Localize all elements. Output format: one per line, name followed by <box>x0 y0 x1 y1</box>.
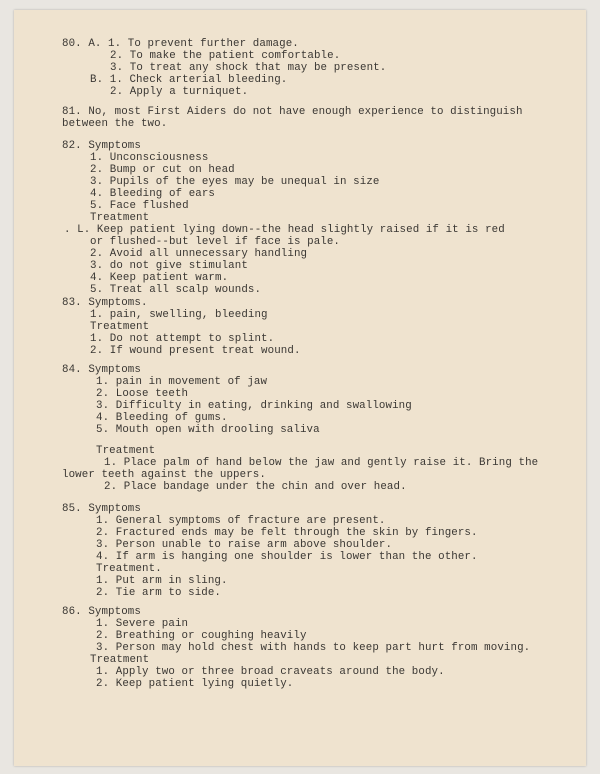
q85-symptom-1: 1. General symptoms of fracture are present. <box>96 515 386 527</box>
q83-heading: 83. Symptoms. <box>62 297 148 309</box>
q81-line1: 81. No, most First Aiders do not have enough experience to distinguish <box>62 106 523 118</box>
q80-a2: 2. To make the patient comfortable. <box>110 50 341 62</box>
q85-heading: 85. Symptoms <box>62 503 141 515</box>
q85-symptom-3: 3. Person unable to raise arm above shoulder. <box>96 539 393 551</box>
q85-symptom-4: 4. If arm is hanging one shoulder is lower than the other. <box>96 551 478 563</box>
q82-symptom-4: 4. Bleeding of ears <box>90 188 216 200</box>
q84-treatment-label: Treatment <box>96 445 156 457</box>
q86-treatment-label: Treatment <box>90 654 150 666</box>
q82-treatment-1b: or flushed--but level if face is pale. <box>90 236 341 248</box>
q84-symptom-2: 2. Loose teeth <box>96 388 189 400</box>
q82-treatment-4: 4. Keep patient warm. <box>90 272 229 284</box>
q84-treatment-1a: 1. Place palm of hand below the jaw and gently raise it. Bring the <box>104 457 539 469</box>
q81-line2: between the two. <box>62 118 168 130</box>
q82-treatment-2: 2. Avoid all unnecessary handling <box>90 248 308 260</box>
q86-symptom-2: 2. Breathing or coughing heavily <box>96 630 307 642</box>
q85-treatment-1: 1. Put arm in sling. <box>96 575 228 587</box>
q86-heading: 86. Symptoms <box>62 606 141 618</box>
q83-treatment-label: Treatment <box>90 321 150 333</box>
q84-treatment-2: 2. Place bandage under the chin and over head. <box>104 481 407 493</box>
q83-treatment-1: 1. Do not attempt to splint. <box>90 333 275 345</box>
q84-heading: 84. Symptoms <box>62 364 141 376</box>
q80-a1: 80. A. 1. To prevent further damage. <box>62 38 299 50</box>
q86-symptom-3: 3. Person may hold chest with hands to keep part hurt from moving. <box>96 642 531 654</box>
q82-treatment-5: 5. Treat all scalp wounds. <box>90 284 262 296</box>
q82-treatment-label: Treatment <box>90 212 150 224</box>
q83-treatment-2: 2. If wound present treat wound. <box>90 345 301 357</box>
q86-treatment-1: 1. Apply two or three broad craveats around the body. <box>96 666 445 678</box>
q82-symptom-3: 3. Pupils of the eyes may be unequal in size <box>90 176 380 188</box>
q84-symptom-3: 3. Difficulty in eating, drinking and swallowing <box>96 400 412 412</box>
q84-symptom-5: 5. Mouth open with drooling saliva <box>96 424 320 436</box>
q84-symptom-4: 4. Bleeding of gums. <box>96 412 228 424</box>
q83-symptom-1: 1. pain, swelling, bleeding <box>90 309 268 321</box>
q86-symptom-1: 1. Severe pain <box>96 618 189 630</box>
q86-treatment-2: 2. Keep patient lying quietly. <box>96 678 294 690</box>
q85-treatment-label: Treatment. <box>96 563 162 575</box>
q82-symptom-5: 5. Face flushed <box>90 200 189 212</box>
q80-b2: 2. Apply a turniquet. <box>110 86 249 98</box>
q80-a3: 3. To treat any shock that may be present. <box>110 62 387 74</box>
q84-treatment-1b: lower teeth against the uppers. <box>62 469 266 481</box>
q85-symptom-2: 2. Fractured ends may be felt through the skin by fingers. <box>96 527 478 539</box>
q82-heading: 82. Symptoms <box>62 140 141 152</box>
q80-b1: B. 1. Check arterial bleeding. <box>90 74 288 86</box>
q82-treatment-3: 3. do not give stimulant <box>90 260 248 272</box>
q84-symptom-1: 1. pain in movement of jaw <box>96 376 268 388</box>
q82-symptom-2: 2. Bump or cut on head <box>90 164 235 176</box>
q85-treatment-2: 2. Tie arm to side. <box>96 587 222 599</box>
q82-treatment-1a: . L. Keep patient lying down--the head slightly raised if it is red <box>64 224 505 236</box>
q82-symptom-1: 1. Unconsciousness <box>90 152 209 164</box>
